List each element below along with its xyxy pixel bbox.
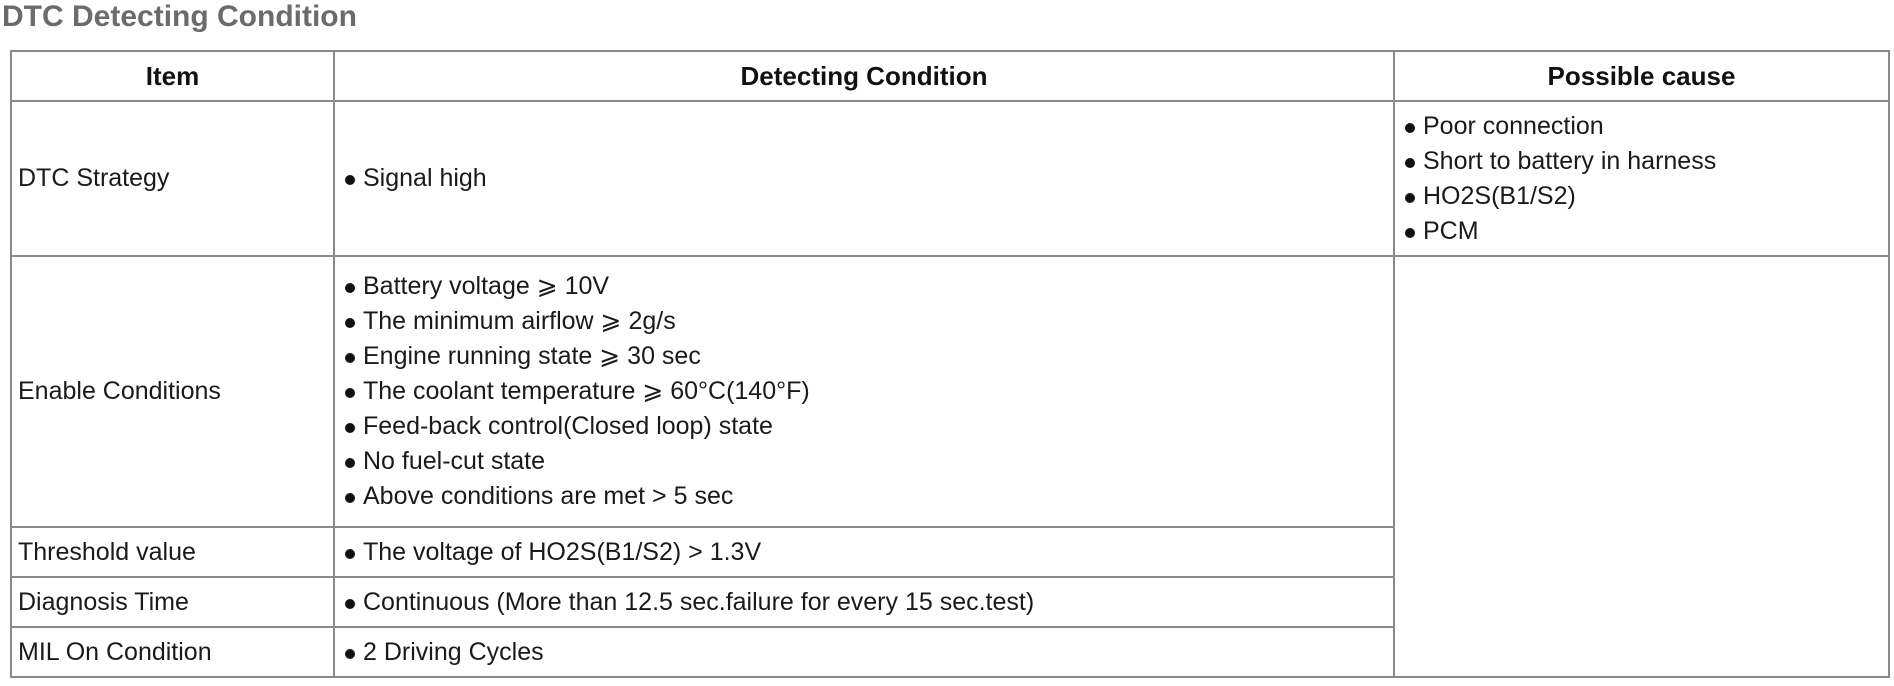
- list-item: Above conditions are met > 5 sec: [341, 479, 1387, 514]
- item-cell: Diagnosis Time: [11, 577, 334, 627]
- condition-cell: [334, 101, 1394, 256]
- condition-list: [341, 269, 1387, 514]
- item-cell: MIL On Condition: [11, 627, 334, 677]
- list-item: Engine running state ⩾ 30 sec: [341, 339, 1387, 374]
- header-item: Item: [11, 51, 334, 101]
- list-item: The voltage of HO2S(B1/S2) > 1.3V: [341, 535, 1387, 570]
- list-item: The minimum airflow ⩾ 2g/s: [341, 304, 1387, 339]
- cause-cell-empty: [1394, 256, 1889, 677]
- list-item: HO2S(B1/S2): [1401, 179, 1882, 214]
- list-item: No fuel-cut state: [341, 444, 1387, 479]
- condition-cell: [334, 527, 1394, 577]
- condition-cell: [334, 256, 1394, 527]
- page-title: DTC Detecting Condition: [2, 0, 357, 33]
- list-item: Poor connection: [1401, 109, 1882, 144]
- list-item: Signal high: [341, 161, 1387, 196]
- condition-list: [341, 585, 1387, 620]
- dtc-table: [10, 50, 1890, 678]
- list-item: 2 Driving Cycles: [341, 635, 1387, 670]
- header-possible-cause: Possible cause: [1394, 51, 1889, 101]
- list-item: Battery voltage ⩾ 10V: [341, 269, 1387, 304]
- condition-list: [341, 635, 1387, 670]
- table-row-enable-conditions: [11, 256, 1889, 527]
- list-item: PCM: [1401, 214, 1882, 249]
- condition-list: [341, 161, 1387, 196]
- item-cell: Enable Conditions: [11, 256, 334, 527]
- condition-cell: [334, 577, 1394, 627]
- list-item: The coolant temperature ⩾ 60°C(140°F): [341, 374, 1387, 409]
- table-row-dtc-strategy: [11, 101, 1889, 256]
- cause-cell: [1394, 101, 1889, 256]
- item-cell: Threshold value: [11, 527, 334, 577]
- condition-list: [341, 535, 1387, 570]
- condition-cell: [334, 627, 1394, 677]
- cause-list: [1401, 109, 1882, 249]
- item-cell: DTC Strategy: [11, 101, 334, 256]
- table-header-row: [11, 51, 1889, 101]
- list-item: Continuous (More than 12.5 sec.failure for every 15 sec.test): [341, 585, 1387, 620]
- header-detecting-condition: Detecting Condition: [334, 51, 1394, 101]
- list-item: Feed-back control(Closed loop) state: [341, 409, 1387, 444]
- list-item: Short to battery in harness: [1401, 144, 1882, 179]
